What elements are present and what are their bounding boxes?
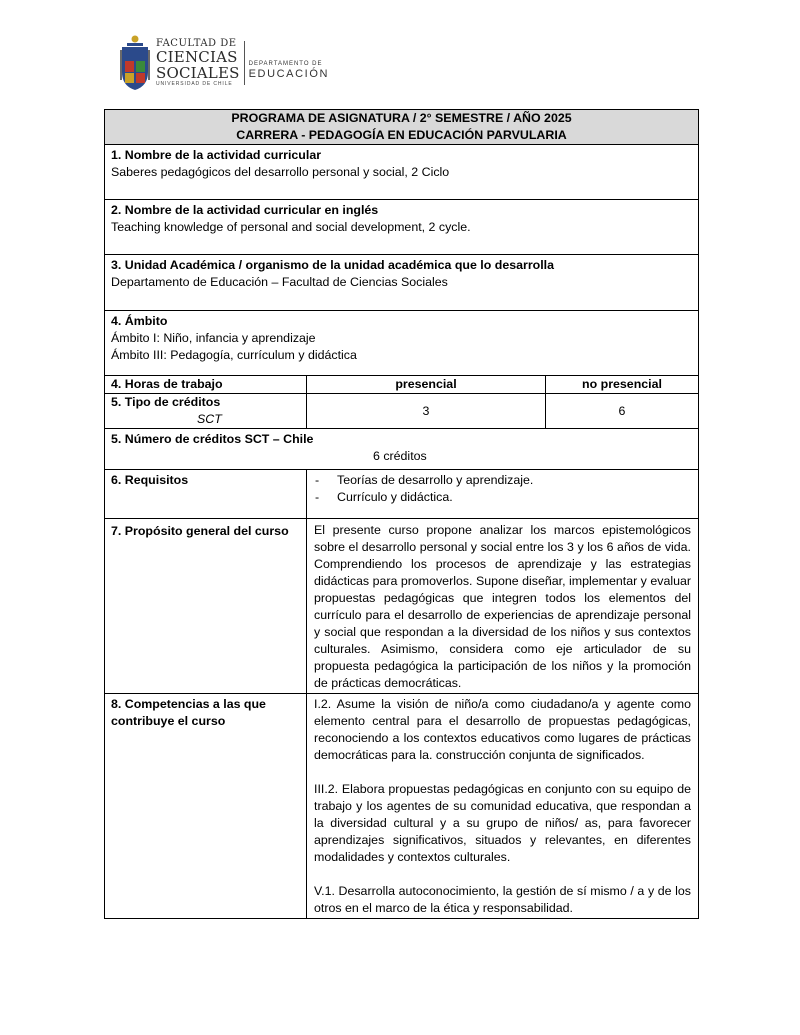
logo-divider — [244, 41, 245, 85]
competencies-label: 8. Competencias a las que contribuye el curso — [105, 694, 307, 919]
requisites-label: 6. Requisitos — [105, 470, 307, 519]
section-4-title: 4. Ámbito — [111, 314, 168, 328]
section-4-value-1: Ámbito I: Niño, infancia y aprendizaje — [111, 331, 316, 345]
hours-header-row — [105, 376, 699, 394]
competencies-row — [105, 694, 699, 919]
department-line-2: EDUCACIÓN — [248, 67, 330, 80]
section-3-value: Departamento de Educación – Facultad de Ciencias Sociales — [111, 275, 448, 289]
competency-item: I.2. Asume la visión de niño/a como ciudadano/a y agente como elemento central para el desarrollo de propuestas pedagógicas, reconociendo a los contextos educativos como lugares de prácticas democráticas para la. construcción conjunta de significados. — [314, 697, 691, 762]
section-2-cell — [105, 200, 699, 255]
credits-cell — [105, 429, 699, 470]
section-3-cell — [105, 255, 699, 311]
program-header — [105, 110, 699, 145]
section-1-row — [105, 145, 699, 200]
faculty-logo — [118, 34, 329, 92]
university-crest-icon — [118, 34, 152, 92]
section-2-title: 2. Nombre de la actividad curricular en inglés — [111, 203, 379, 217]
requisite-item: - Currículo y didáctica. — [313, 489, 692, 506]
university-name: UNIVERSIDAD DE CHILE — [156, 81, 233, 87]
purpose-text: El presente curso propone analizar los marcos epistemológicos sobre el desarrollo personal y social entre los 3 y los 6 años de vida. Comprendiendo los procesos de aprendizaje y las estrategias didácticas para promoverlos. Supone diseñar, implementar y evaluar propuestas pedagógicas que integren todos los elementos del currículo para el desarrollo de experiencias de aprendizaje personal y social que respondan a la diversidad de los niños y sus contextos culturales. Asimismo, considera como eje articulador de su propuesta pedagógica la participación de los niños y la promoción de prácticas democráticas. — [307, 519, 699, 694]
faculty-name — [156, 34, 240, 92]
credit-type-row — [105, 394, 699, 429]
department-line-1: DEPARTAMENTO DE — [248, 60, 323, 67]
section-1-cell — [105, 145, 699, 200]
program-header-row — [105, 110, 699, 145]
faculty-line-3: SOCIALES — [156, 64, 240, 82]
faculty-line-2: CIENCIAS — [156, 48, 238, 66]
section-1-value: Saberes pedagógicos del desarrollo personal y social, 2 Ciclo — [111, 165, 450, 179]
requisites-cell — [307, 470, 699, 519]
requisite-item: - Teorías de desarrollo y aprendizaje. — [313, 472, 692, 489]
credits-value: 6 créditos — [373, 449, 427, 463]
competency-item: III.2. Elabora propuestas pedagógicas en conjunto con su equipo de trabajo y los agentes de su comunidad educativa, que respondan a la diversidad cultural y a su grupo de niños/ as, para favorecer aprendizajes significativos, situados y relevantes, en diferentes modalidades y contextos culturales. — [314, 782, 691, 864]
credit-type-value: SCT — [197, 412, 222, 426]
section-3-title: 3. Unidad Académica / organismo de la unidad académica que lo desarrolla — [111, 258, 554, 272]
section-2-row — [105, 200, 699, 255]
section-3-row — [105, 255, 699, 311]
department-name — [249, 46, 329, 81]
competencies-cell — [307, 694, 699, 919]
section-4-value-2: Ámbito III: Pedagogía, currículum y didáctica — [111, 348, 357, 362]
hours-col-presencial: presencial — [307, 376, 546, 394]
program-header-line-1: PROGRAMA DE ASIGNATURA / 2° SEMESTRE / AÑO 2025 — [231, 111, 572, 125]
section-2-value: Teaching knowledge of personal and social development, 2 cycle. — [111, 220, 471, 234]
credits-label: 5. Número de créditos SCT – Chile — [111, 432, 314, 446]
credit-type-cell — [105, 394, 307, 429]
hours-label: 4. Horas de trabajo — [105, 376, 307, 394]
purpose-row — [105, 519, 699, 694]
no-presencial-hours-value: 6 — [546, 394, 699, 429]
program-header-line-2: CARRERA - PEDAGOGÍA EN EDUCACIÓN PARVULARIA — [236, 128, 567, 142]
requisites-list — [313, 472, 692, 506]
presencial-hours-value: 3 — [307, 394, 546, 429]
competency-item: V.1. Desarrolla autoconocimiento, la gestión de sí mismo / a y de los otros en el marco de la ética y responsabilidad. — [314, 884, 691, 915]
section-1-title: 1. Nombre de la actividad curricular — [111, 148, 322, 162]
requisites-row — [105, 470, 699, 519]
section-4-cell — [105, 311, 699, 376]
purpose-label: 7. Propósito general del curso — [105, 519, 307, 694]
hours-col-no-presencial: no presencial — [546, 376, 699, 394]
section-4-row — [105, 311, 699, 376]
program-table — [104, 109, 699, 919]
credit-type-label: 5. Tipo de créditos — [111, 395, 221, 409]
credits-row — [105, 429, 699, 470]
faculty-line-1: FACULTAD DE — [156, 38, 237, 49]
